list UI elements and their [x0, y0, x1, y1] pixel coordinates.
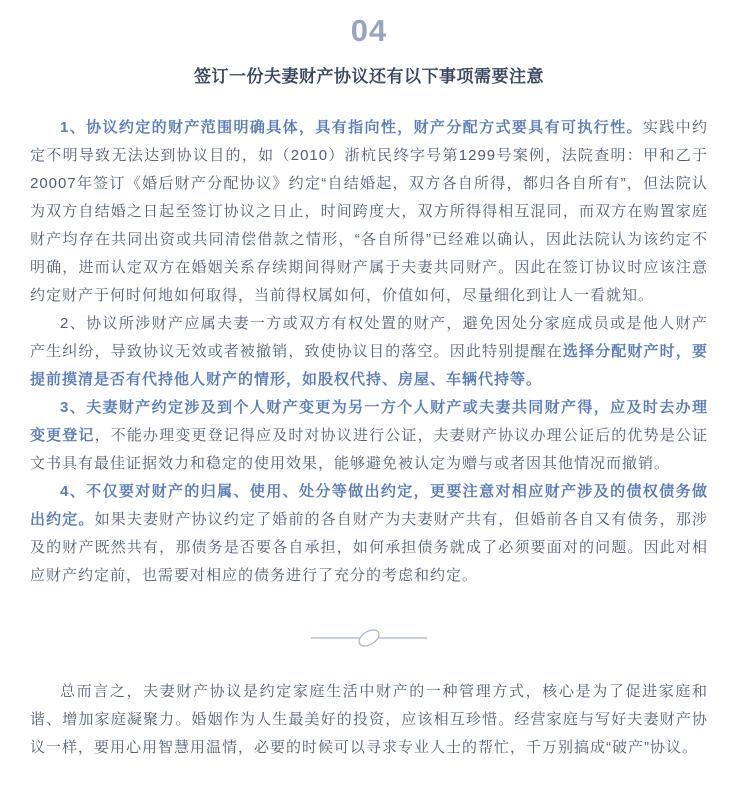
emphasis-text: 选择分配财产时，要提前摸清是否有代持他人财产的情形，如股权代持、房屋、车辆代持等。 [30, 343, 708, 388]
body-text: ，不能办理变更登记得应及时对协议进行公证，夫妻财产协议办理公证后的优势是公证文书具有最佳证据效力和稳定的使用效果，能够避免被认定为赠与或者因其他情况而撤销。 [30, 427, 708, 472]
body-paragraph [30, 394, 708, 478]
oval-divider-icon [309, 620, 429, 656]
body-text: 2、协议所涉财产应属夫妻一方或双方有权处置的财产，避免因处分家庭成员或是他人财产产生纠纷，导致协议无效或者被撤销，致使协议目的落空。因此特别提醒在 [30, 315, 708, 360]
paragraph-container [30, 114, 708, 590]
emphasis-text: 1、协议约定的财产范围明确具体，具有指向性，财产分配方式要具有可执行性。 [60, 119, 643, 136]
body-text: 如果夫妻财产协议约定了婚前的各自财产为夫妻财产共有，但婚前各自又有债务，那涉及的财产既然共有，那债务是否要各自承担，如何承担债务就成了必须要面对的问题。因此对相应财产约定前，也需要对相应的债务进行了充分的考虑和约定。 [30, 511, 708, 584]
body-text: 实践中约定不明导致无法达到协议目的，如（2010）浙杭民终字号第1299号案例，法院查明：甲和乙于20007年签订《婚后财产分配协议》约定“自结婚起，双方各自所得，都归各自所有”，但法院认为双方自结婚之日起至签订协议之日止，时间跨度大，双方所得得相互混同，而双方在购置家庭财产均存在共同出资或共同清偿借款之情形，“各自所得”已经难以确认，因此法院认为该约定不明确，进而认定双方在婚姻关系存续期间得财产属于夫妻共同财产。因此在签订协议时应该注意约定财产于何时何地如何取得，当前得权属如何，价值如何，尽量细化到让人一看就知。 [30, 119, 708, 304]
conclusion-paragraph: 总而言之，夫妻财产协议是约定家庭生活中财产的一种管理方式，核心是为了促进家庭和谐、增加家庭凝聚力。婚姻作为人生最美好的投资，应该相互珍惜。经营家庭与写好夫妻财产协议一样，要用心用智慧用温情，必要的时候可以寻求专业人士的帮忙，千万别搞成“破产”协议。 [30, 683, 708, 756]
body-paragraph [30, 114, 708, 310]
body-paragraph [30, 478, 708, 590]
section-number: 04 [350, 13, 388, 48]
emphasis-text: 4、不仅要对财产的归属、使用、处分等做出约定，更要注意对相应财产涉及的债权债务做出约定。 [30, 483, 708, 528]
article-page [0, 14, 738, 785]
body-paragraph [30, 310, 708, 394]
emphasis-text: 3、夫妻财产约定涉及到个人财产变更为另一方个人财产或夫妻共同财产得，应及时去办理变更登记 [30, 399, 708, 444]
page-title: 签订一份夫妻财产协议还有以下事项需要注意 [194, 67, 544, 86]
